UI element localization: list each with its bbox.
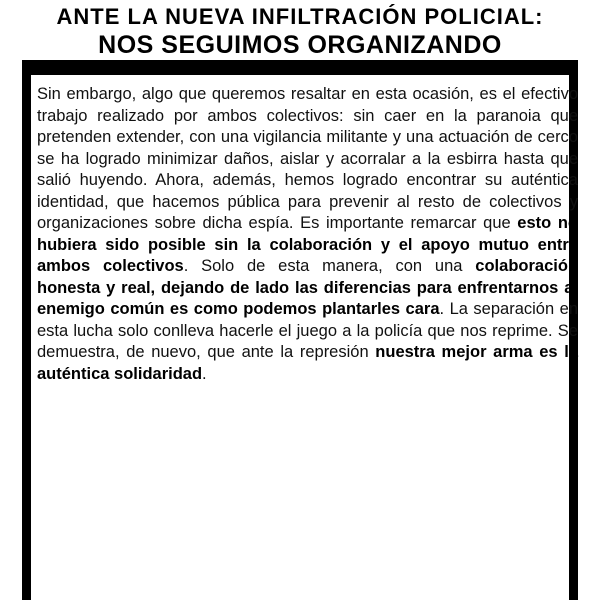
body-paragraph xyxy=(37,84,578,385)
headline xyxy=(0,6,600,58)
headline-line-1: ANTE LA NUEVA INFILTRACIÓN POLICIAL: xyxy=(56,4,544,29)
body-segment-bold: esto no hubiera sido posible sin la colaboración y el apoyo mutuo entre ambos colectivos xyxy=(37,214,578,275)
frame-top-bar xyxy=(22,60,578,75)
frame-left-bar xyxy=(22,60,31,600)
headline-line-2: NOS SEGUIMOS ORGANIZANDO xyxy=(98,31,502,59)
body-segment-bold: colaboración honesta y real, dejando de lado las diferencias para enfrentarnos al enemigo común es como podemos plantarles cara xyxy=(37,257,578,318)
body-segment-bold: nuestra mejor arma es la auténtica solidaridad xyxy=(37,343,579,383)
body-segment: . La separación en esta lucha solo conlleva hacerle el juego a la policía que nos reprime. Se demuestra, de nuevo, que ante la represión xyxy=(37,300,578,361)
body-segment: Sin embargo, algo que queremos resaltar en esta ocasión, es el efectivo trabajo realizado por ambos colectivos: sin caer en la paranoia que pretenden extender, con una vigilancia militante y una actuación de cerco se ha logrado minimizar daños, aislar y acorralar a la esbirra hasta que salió huyendo. Ahora, además, hemos logrado encontrar su auténtica identidad, que hacemos pública para prevenir al resto de colectivos y organizaciones sobre dicha espía. Es importante remarcar que xyxy=(37,85,578,232)
body-segment: . Solo de esta manera, con una xyxy=(183,257,476,275)
body-segment: . xyxy=(202,364,207,383)
